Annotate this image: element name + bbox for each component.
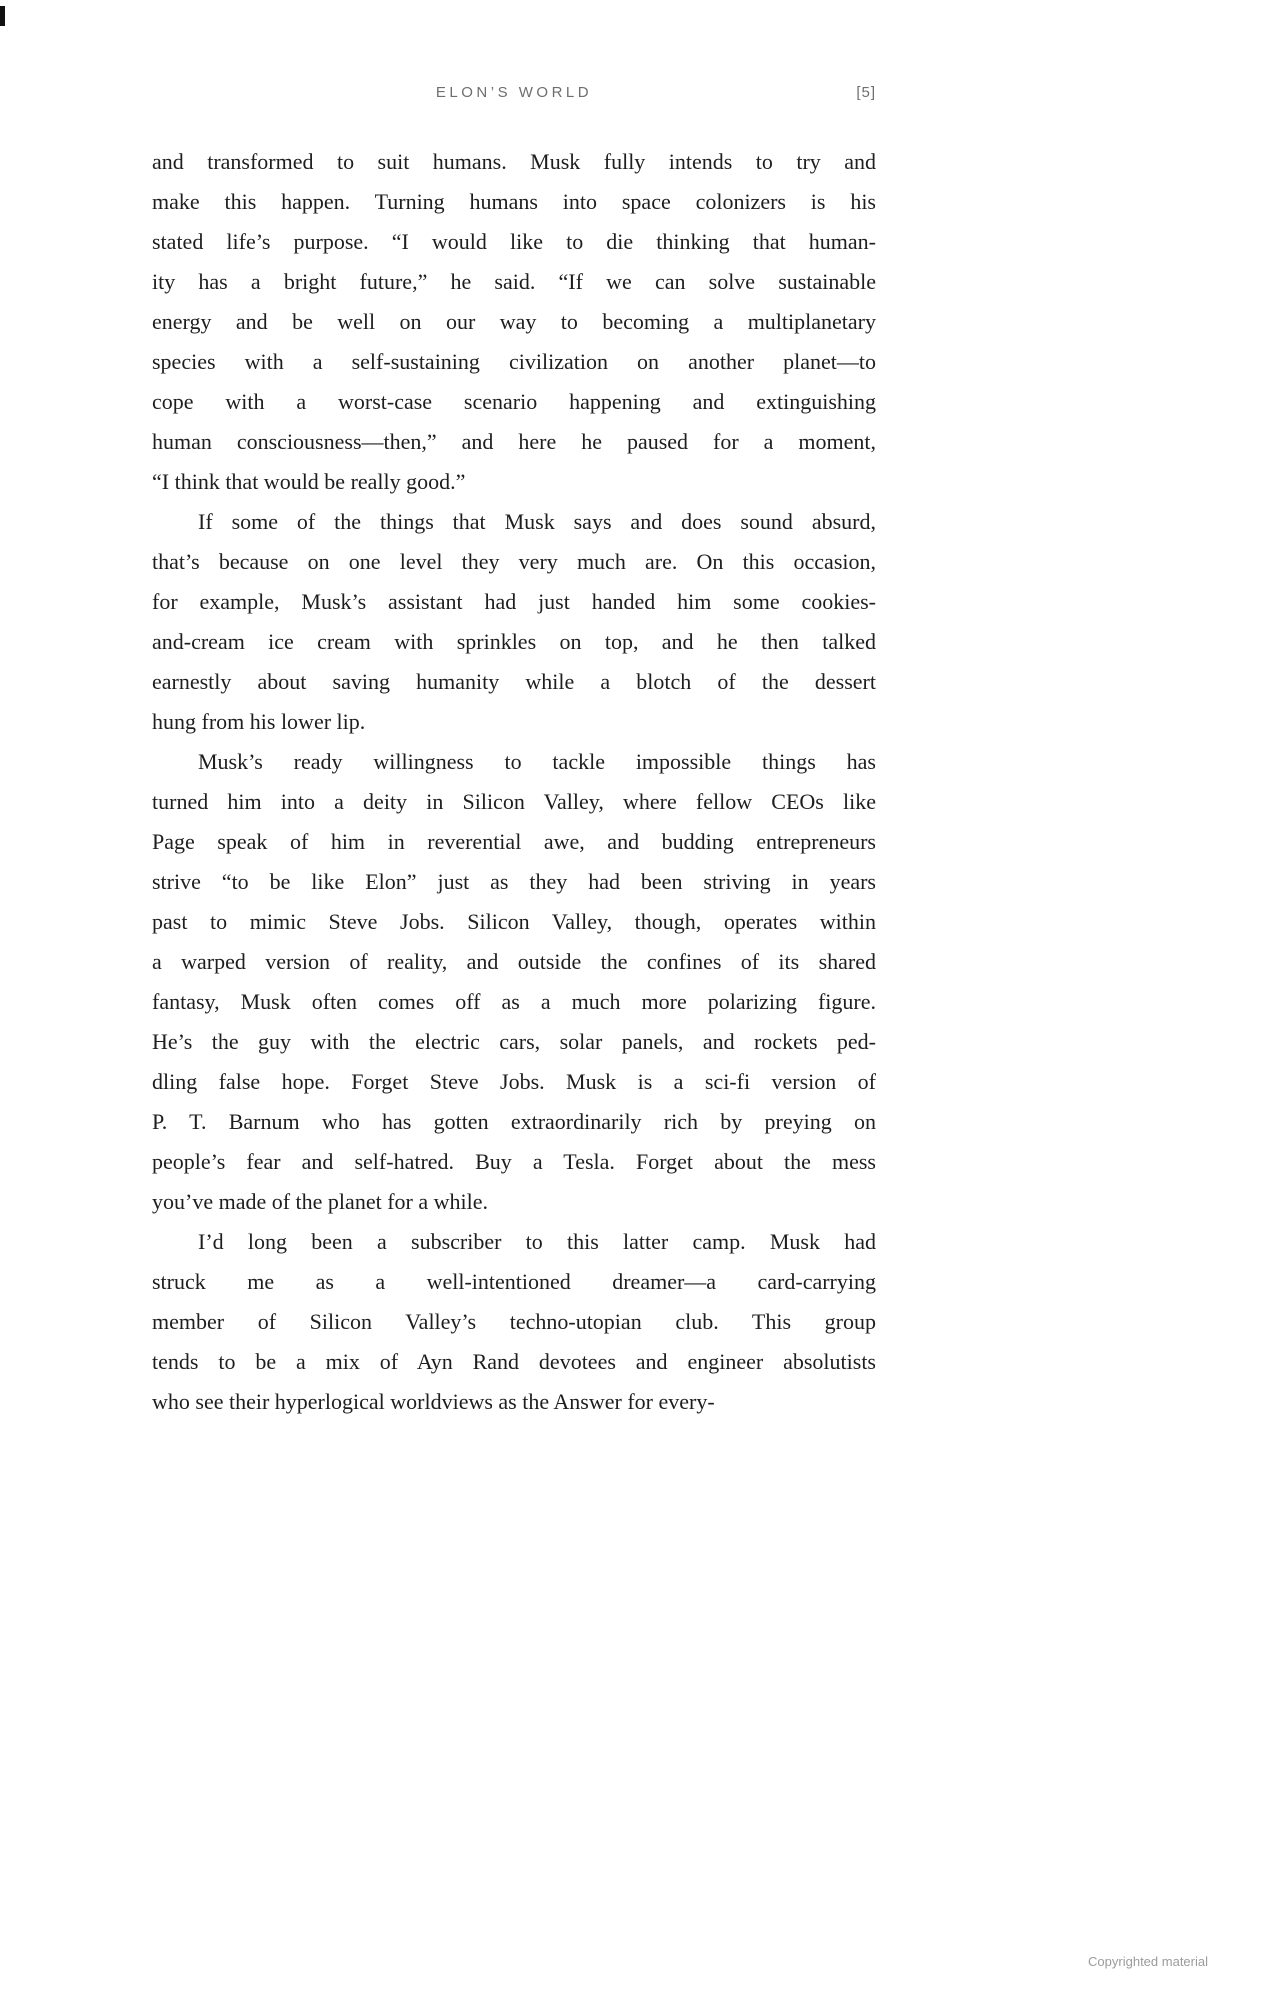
text-line: struck me as a well-intentioned dreamer—a card-carrying	[152, 1269, 876, 1294]
text-line: He’s the guy with the electric cars, solar panels, and rockets ped-	[152, 1029, 876, 1054]
text-line: tends to be a mix of Ayn Rand devotees and engineer absolutists	[152, 1349, 876, 1374]
text-line: earnestly about saving humanity while a blotch of the dessert	[152, 669, 876, 694]
running-head	[152, 84, 876, 106]
text-line: ity has a bright future,” he said. “If we can solve sustainable	[152, 269, 876, 294]
text-line: turned him into a deity in Silicon Valley, where fellow CEOs like	[152, 789, 876, 814]
text-line: make this happen. Turning humans into space colonizers is his	[152, 189, 876, 214]
text-line: hung from his lower lip.	[152, 709, 366, 734]
text-line: species with a self-sustaining civilization on another planet—to	[152, 349, 876, 374]
text-line: past to mimic Steve Jobs. Silicon Valley, though, operates within	[152, 909, 876, 934]
paragraph	[152, 502, 876, 742]
text-line: Page speak of him in reverential awe, and budding entrepreneurs	[152, 829, 876, 854]
text-line: a warped version of reality, and outside the confines of its shared	[152, 949, 876, 974]
text-line: P. T. Barnum who has gotten extraordinarily rich by preying on	[152, 1109, 876, 1134]
text-line: energy and be well on our way to becoming a multiplanetary	[152, 309, 876, 334]
text-line: you’ve made of the planet for a while.	[152, 1189, 488, 1214]
text-line: human consciousness—then,” and here he paused for a moment,	[152, 429, 876, 454]
text-line: stated life’s purpose. “I would like to die thinking that human-	[152, 229, 876, 254]
text-line: fantasy, Musk often comes off as a much more polarizing figure.	[152, 989, 876, 1014]
text-line: “I think that would be really good.”	[152, 469, 466, 494]
text-line: member of Silicon Valley’s techno-utopian club. This group	[152, 1309, 876, 1334]
text-line: strive “to be like Elon” just as they had been striving in years	[152, 869, 876, 894]
text-line: for example, Musk’s assistant had just handed him some cookies-	[152, 589, 876, 614]
page-number: [5]	[856, 84, 876, 101]
text-line: and-cream ice cream with sprinkles on top, and he then talked	[152, 629, 876, 654]
text-line: people’s fear and self-hatred. Buy a Tesla. Forget about the mess	[152, 1149, 876, 1174]
text-line: I’d long been a subscriber to this latter camp. Musk had	[198, 1229, 876, 1254]
scan-artifact	[0, 6, 5, 26]
text-line: who see their hyperlogical worldviews as the Answer for every-	[152, 1389, 715, 1414]
paragraph	[152, 742, 876, 1222]
paragraph	[152, 1222, 876, 1422]
text-line: Musk’s ready willingness to tackle impossible things has	[198, 749, 876, 774]
text-line: If some of the things that Musk says and does sound absurd,	[198, 509, 876, 534]
text-line: cope with a worst-case scenario happening and extinguishing	[152, 389, 876, 414]
copyright-notice: Copyrighted material	[1088, 1954, 1208, 1969]
text-line: and transformed to suit humans. Musk fully intends to try and	[152, 149, 876, 174]
text-line: that’s because on one level they very much are. On this occasion,	[152, 549, 876, 574]
text-block	[152, 142, 876, 1422]
paragraph	[152, 142, 876, 502]
text-line: dling false hope. Forget Steve Jobs. Musk is a sci-fi version of	[152, 1069, 876, 1094]
running-title: ELON’S WORLD	[435, 84, 593, 101]
